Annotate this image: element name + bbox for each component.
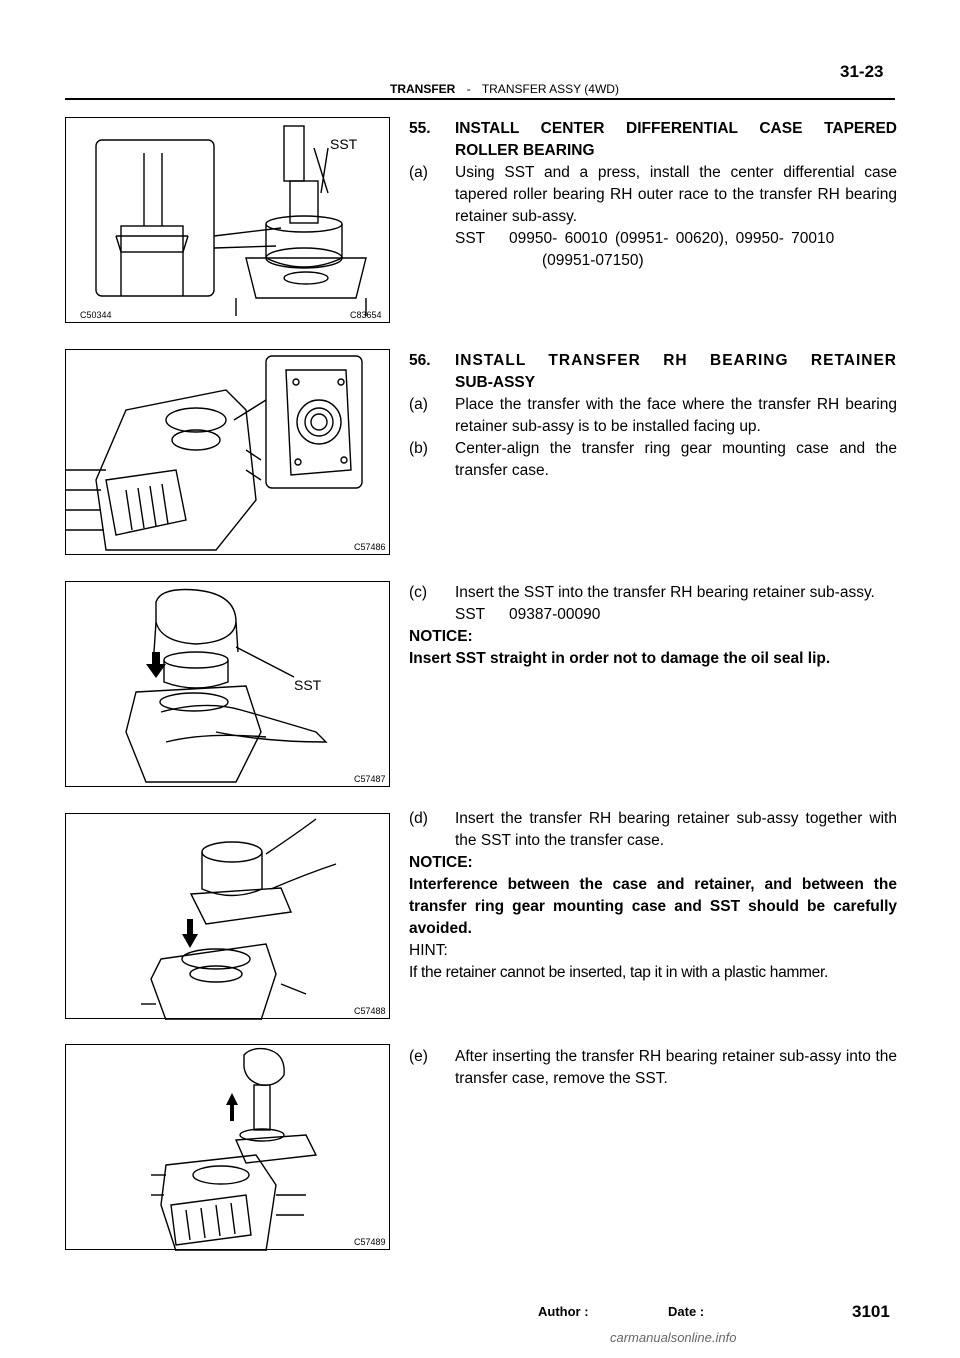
- item-text: Insert the transfer RH bearing retainer sub-assy together with the SST into the transfer case.: [455, 810, 897, 849]
- item-56d-block: [409, 808, 897, 984]
- item-letter: (a): [409, 396, 428, 413]
- notice-text: Insert SST straight in order not to damage the oil seal lip.: [409, 650, 831, 667]
- item-56e: [409, 1046, 897, 1090]
- item-56e-block: [409, 1046, 897, 1090]
- item-letter: (e): [409, 1048, 428, 1065]
- hint-text: If the retainer cannot be inserted, tap it in with a plastic hammer.: [409, 964, 828, 981]
- sst-insert-illustration: [66, 582, 391, 788]
- figure-retainer-install: [65, 813, 390, 1019]
- header-section: TRANSFER: [390, 82, 456, 96]
- item-letter: (b): [409, 440, 428, 457]
- header-rule: [65, 98, 895, 100]
- footer-number: 3101: [852, 1302, 890, 1321]
- figure-code-right: C83654: [350, 310, 382, 320]
- figure-code: C57489: [354, 1237, 386, 1247]
- sst-key: SST: [455, 230, 486, 247]
- step-56-heading: [409, 350, 897, 394]
- date-label: Date :: [668, 1304, 705, 1319]
- figure-sst-remove: [65, 1044, 390, 1250]
- item-56d: [409, 808, 897, 852]
- header-separator: -: [466, 82, 471, 96]
- sst-remove-illustration: [66, 1045, 391, 1251]
- figure-sst-insert: [65, 581, 390, 787]
- sst-label: SST: [330, 136, 358, 152]
- step-55-block: [409, 118, 897, 272]
- author-label: Author :: [538, 1304, 589, 1319]
- step-number: 56.: [409, 352, 431, 369]
- notice-heading: NOTICE:: [409, 628, 473, 645]
- figure-code: C57487: [354, 774, 386, 784]
- item-56c: [409, 582, 897, 604]
- item-55a: [409, 162, 897, 228]
- sst-value: 09387-00090: [509, 606, 601, 623]
- notice-heading: NOTICE:: [409, 854, 473, 871]
- header-subsection: TRANSFER ASSY (4WD): [481, 82, 619, 96]
- step-56-block: [409, 350, 897, 482]
- sst-value-2: (09951-07150): [542, 252, 644, 269]
- figure-code: C57488: [354, 1006, 386, 1016]
- transfer-case-illustration: [66, 350, 391, 556]
- item-text: Insert the SST into the transfer RH bearing retainer sub-assy.: [455, 584, 875, 601]
- step-title-line2: ROLLER BEARING: [455, 142, 595, 159]
- item-letter: (c): [409, 584, 428, 601]
- running-header: [390, 82, 619, 96]
- step-number: 55.: [409, 120, 431, 137]
- sst-line: [409, 228, 897, 250]
- retainer-install-illustration: [66, 814, 391, 1020]
- item-text: Using SST and a press, install the center differential case tapered roller bearing RH outer race to the transfer RH bearing retainer sub-assy.: [455, 164, 897, 225]
- sst-label: SST: [294, 677, 322, 693]
- sst-line: [409, 604, 897, 626]
- item-56a: [409, 394, 897, 438]
- step-title-line1: INSTALL CENTER DIFFERENTIAL CASE TAPERED: [455, 120, 897, 137]
- notice-text: Interference between the case and retainer, and between the transfer ring gear mounting case and SST should be carefully avoided.: [409, 876, 897, 937]
- item-56b: [409, 438, 897, 482]
- hint-heading: HINT:: [409, 942, 448, 959]
- watermark: carmanualsonline.info: [610, 1330, 737, 1345]
- page-number: 31-23: [840, 62, 884, 81]
- sst-value: 09950- 60010 (09951- 00620), 09950- 70010: [509, 230, 835, 247]
- item-56c-block: [409, 582, 897, 670]
- step-title-line2: SUB-ASSY: [455, 374, 536, 391]
- item-text: Place the transfer with the face where the transfer RH bearing retainer sub-assy is to be installed facing up.: [455, 396, 897, 435]
- item-text: After inserting the transfer RH bearing retainer sub-assy into the transfer case, remove the SST.: [455, 1048, 897, 1087]
- sst-line-2: [409, 250, 897, 272]
- item-letter: (a): [409, 164, 428, 181]
- item-text: Center-align the transfer ring gear mounting case and the transfer case.: [455, 440, 897, 479]
- item-letter: (d): [409, 810, 428, 827]
- figure-code-left: C50344: [80, 310, 112, 320]
- figure-bearing-press: [65, 117, 390, 323]
- figure-transfer-case: [65, 349, 390, 555]
- step-title-line1: INSTALL TRANSFER RH BEARING RETAINER: [455, 352, 897, 369]
- sst-key: SST: [455, 606, 486, 623]
- step-55-heading: [409, 118, 897, 162]
- figure-code: C57486: [354, 542, 386, 552]
